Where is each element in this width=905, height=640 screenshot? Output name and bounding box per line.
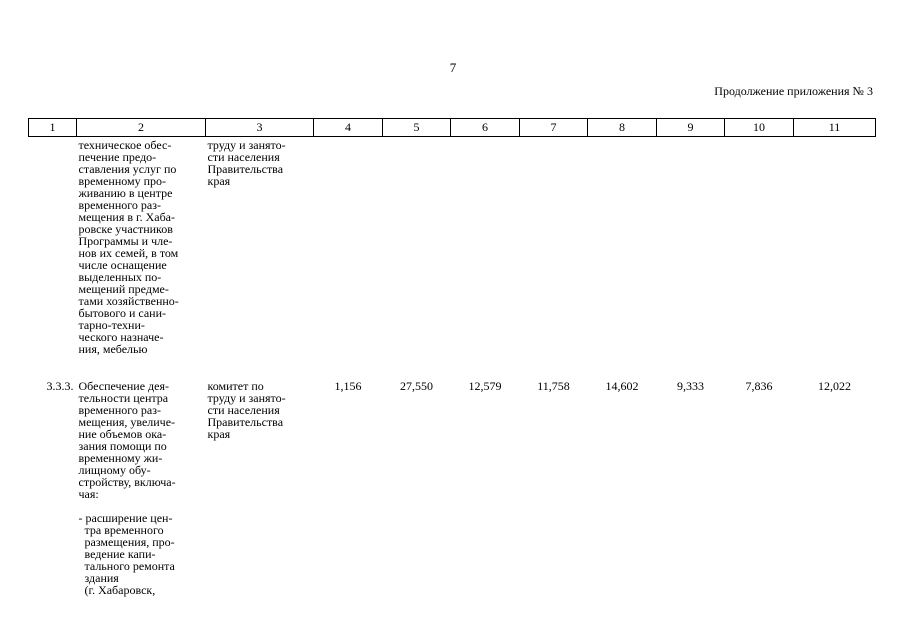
description-text: Обеспечение дея- тельности центра временного раз- мещения, увеличе- ние объемов ока- зания помощи по временному жи- лищному обу- стройству, включа- чая: <box>78 379 176 501</box>
cell-value-col-7: 11,758 <box>537 379 570 393</box>
cell-value-col-5: 27,550 <box>400 379 433 393</box>
cell-item-description <box>77 375 206 596</box>
header-col-9: 9 <box>657 119 725 137</box>
header-col-7: 7 <box>520 119 588 137</box>
header-col-5: 5 <box>383 119 451 137</box>
cell-executor-continued: труду и занято- сти населения Правительства края <box>207 138 286 188</box>
cell-empty <box>383 137 451 376</box>
header-col-11: 11 <box>794 119 876 137</box>
cell-item-executor: комитет по труду и занято- сти населения Правительства края <box>207 379 286 441</box>
description-bullet: - расширение цен- тра временного размещения, про- ведение капи- тального ремонта здания (г. Хабаровск, <box>78 511 175 597</box>
appendix-continuation-note: Продолжение приложения № 3 <box>714 84 873 98</box>
cell-value-col-8: 14,602 <box>605 379 639 393</box>
header-col-3: 3 <box>206 119 314 137</box>
cell-value-col-6: 12,579 <box>468 379 502 393</box>
cell-value-col-11: 12,022 <box>818 379 851 393</box>
program-table <box>28 118 876 596</box>
cell-empty <box>451 137 520 376</box>
cell-empty <box>657 137 725 376</box>
cell-description-continued: техническое обес- печение предо- ставления услуг по временному про- живанию в центре временного раз- мещения в г. Хаба- ровске участников Программы и чле- нов их семей, в том числе оснащение выделенных по- мещений предме- тами хозяйственно- бытового и сани- тарно-техни- ческого назначе- ния, мебелью <box>78 138 179 356</box>
header-col-4: 4 <box>314 119 383 137</box>
cell-code-empty <box>29 137 77 376</box>
cell-empty <box>794 137 876 376</box>
cell-empty <box>314 137 383 376</box>
header-col-10: 10 <box>725 119 794 137</box>
cell-item-code: 3.3.3. <box>46 379 74 393</box>
header-col-1: 1 <box>29 119 77 137</box>
cell-empty <box>520 137 588 376</box>
header-col-2: 2 <box>77 119 206 137</box>
table-row-3-3-3 <box>29 375 876 596</box>
header-col-8: 8 <box>588 119 657 137</box>
header-col-6: 6 <box>451 119 520 137</box>
cell-value-col-4: 1,156 <box>334 379 362 393</box>
cell-value-col-9: 9,333 <box>677 379 704 393</box>
cell-value-col-10: 7,836 <box>745 379 773 393</box>
table-row-continuation <box>29 137 876 376</box>
cell-empty <box>725 137 794 376</box>
header-row <box>29 119 876 137</box>
page-number: 7 <box>449 60 457 75</box>
cell-empty <box>588 137 657 376</box>
